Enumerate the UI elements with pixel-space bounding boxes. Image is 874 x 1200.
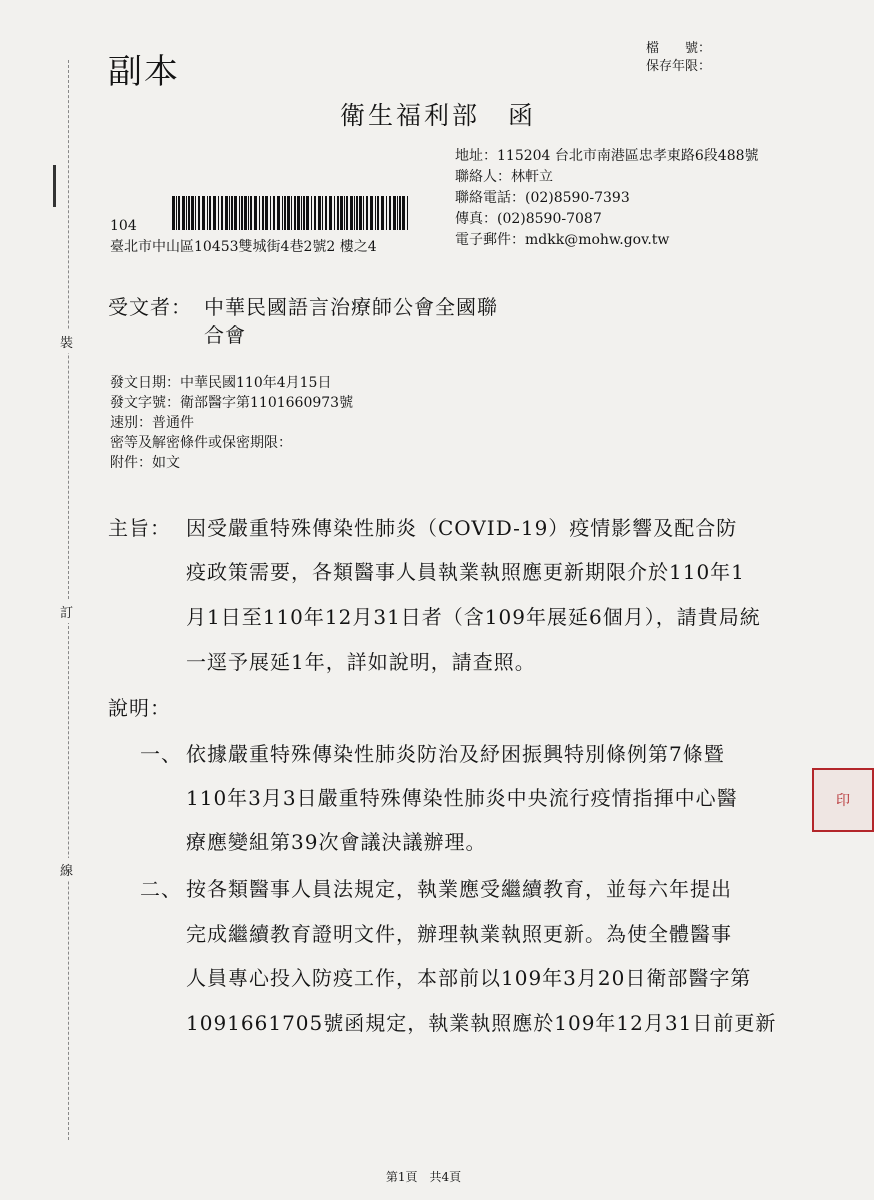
contact-block [455,146,759,251]
explanation-line: 1091661705號函規定，執業執照應於109年12月31日前更新 [186,1011,777,1035]
file-number-label: 檔 號： [646,41,712,56]
agency-title: 衛生福利部 函 [340,101,537,130]
recipient-name-line2: 合會 [204,323,246,347]
subject-line: 一逕予展延1年，詳如說明，請查照。 [186,650,536,674]
recipient-label: 受文者： [108,295,192,319]
binding-mark-bottom: 線 [60,858,73,881]
secrecy-level: 密等及解密條件或保密期限： [110,435,292,451]
explanation-line: 人員專心投入防疫工作，本部前以109年3月20日衛部醫字第 [186,966,752,990]
margin-tick-mark [53,165,56,207]
item-marker: 一、 [140,742,182,766]
contact-person: 聯絡人：林軒立 [455,169,553,185]
binding-mark-top: 裝 [60,330,73,353]
page-number: 第1頁 共4頁 [385,1170,462,1184]
subject-line: 因受嚴重特殊傳染性肺炎（COVID-19）疫情影響及配合防 [186,516,738,540]
subject-line: 疫政策需要，各類醫事人員執業執照應更新期限介於110年1 [186,560,745,584]
explanation-line: 110年3月3日嚴重特殊傳染性肺炎中央流行疫情指揮中心醫 [186,786,738,810]
contact-phone: 聯絡電話：(02)8590-7393 [455,190,630,206]
barcode-image [172,196,412,230]
mailing-address: 臺北市中山區10453雙城街4巷2號2 樓之4 [110,239,377,255]
issue-date: 發文日期：中華民國110年4月15日 [110,375,332,391]
retention-label: 保存年限： [646,59,712,74]
attachment: 附件：如文 [110,455,180,471]
contact-fax: 傳真：(02)8590-7087 [455,211,602,227]
seal-text: 印 [836,793,850,809]
explanation-line: 按各類醫事人員法規定，執業應受繼續教育，並每六年提出 [186,877,732,901]
recipient-name-line1: 中華民國語言治療師公會全國聯 [204,295,498,319]
explanation-line: 完成繼續教育證明文件，辦理執業執照更新。為使全體醫事 [186,922,732,946]
explanation-label: 說明： [108,696,171,720]
file-meta [646,40,711,76]
contact-email: 電子郵件：mdkk@mohw.gov.tw [455,232,670,248]
official-seal [812,768,874,832]
delivery-speed: 速別：普通件 [110,415,194,431]
copy-mark: 副本 [108,52,180,92]
document-number: 發文字號：衛部醫字第1101660973號 [110,395,354,411]
explanation-line: 療應變組第39次會議決議辦理。 [186,830,487,854]
contact-address: 地址：115204 台北市南港區忠孝東路6段488號 [455,148,759,164]
binding-mark-middle: 訂 [60,600,73,623]
subject-label: 主旨： [108,516,171,540]
postal-code: 104 [110,218,137,234]
subject-line: 月1日至110年12月31日者（含109年展延6個月），請貴局統 [186,605,761,629]
item-marker: 二、 [140,877,182,901]
explanation-line: 依據嚴重特殊傳染性肺炎防治及紓困振興特別條例第7條暨 [186,742,725,766]
